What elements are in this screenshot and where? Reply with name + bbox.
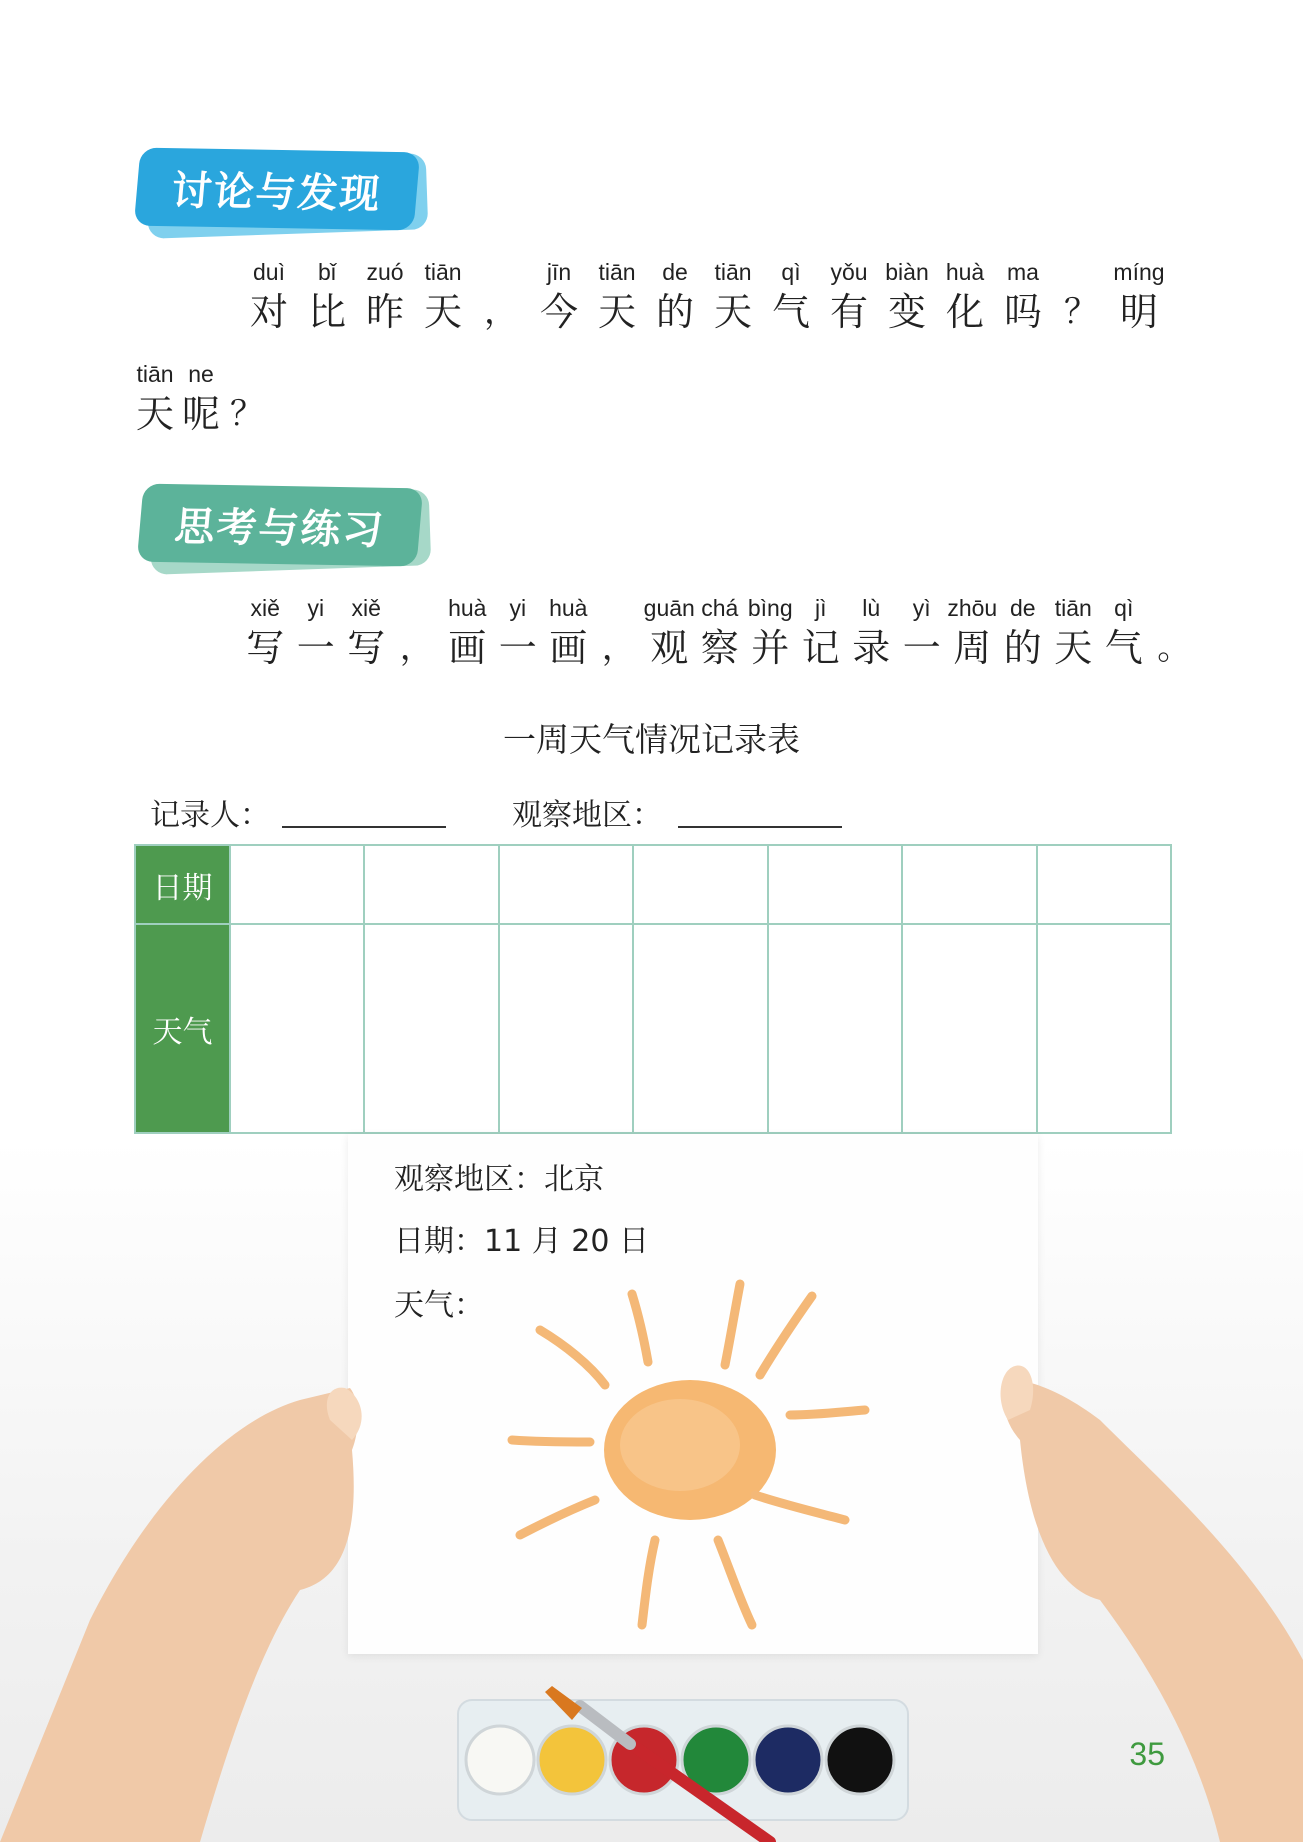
pinyin-text: huà [549, 595, 588, 621]
hanzi-text: ？ [1064, 292, 1098, 332]
hanzi-text: 的 [1003, 626, 1042, 670]
hanzi-text: 气 [1104, 626, 1143, 670]
pinyin-text: biàn [885, 259, 929, 285]
hanzi-text: 一 [296, 626, 335, 670]
paper-weather-text: 天气： [394, 1288, 484, 1323]
recorder-label: 记录人： [150, 798, 270, 833]
pinyin-text: ma [1007, 259, 1039, 285]
hanzi-text: 比 [307, 290, 346, 334]
pinyin-text: yì [912, 595, 931, 621]
pinyin-text: tiān [598, 259, 636, 285]
hanzi-text: 记 [801, 626, 840, 670]
pinyin-text: yǒu [830, 259, 868, 285]
hanzi-text: 写 [246, 626, 285, 670]
pinyin-text: zhōu [947, 595, 998, 621]
pinyin-text: tiān [714, 259, 752, 285]
hanzi-text: 观 [650, 626, 689, 670]
white-paint [466, 1726, 534, 1794]
paper-area-text: 观察地区：北京 [394, 1162, 604, 1197]
pinyin-text: tiān [424, 259, 462, 285]
pinyin-text: guān [643, 595, 695, 621]
pinyin-text: míng [1113, 259, 1165, 285]
hanzi-text: 吗 [1003, 290, 1042, 334]
area-label: 观察地区： [512, 798, 662, 833]
date-row-header: 日期 [136, 846, 229, 925]
pinyin-text: de [662, 259, 688, 285]
hanzi-text: 画 [549, 626, 588, 670]
pinyin-text: huà [945, 259, 985, 285]
hanzi-text: 一 [902, 626, 941, 670]
pinyin-text: jì [815, 595, 827, 621]
hanzi-text: ， [399, 628, 434, 668]
pinyin-text: xiě [250, 595, 280, 621]
pinyin-text: yi [307, 595, 325, 621]
left-hand [0, 1388, 358, 1842]
pinyin-text: bìng [747, 595, 793, 621]
pinyin-text: lù [862, 595, 881, 621]
blue-paint [754, 1726, 822, 1794]
hanzi-text: 天 [135, 392, 174, 436]
pinyin-text: huà [448, 595, 487, 621]
hanzi-text: 天 [1054, 626, 1093, 670]
hanzi-text: 周 [953, 626, 992, 670]
pinyin-text: ne [188, 361, 214, 387]
hanzi-text: 气 [771, 290, 810, 334]
hanzi-text: ， [601, 628, 636, 668]
pinyin-text: qì [1114, 595, 1134, 621]
pinyin-text: duì [253, 259, 285, 285]
hanzi-text: 昨 [365, 290, 404, 334]
pinyin-text: yi [509, 595, 527, 621]
hanzi-text: 明 [1119, 290, 1158, 334]
hanzi-text: 录 [852, 626, 891, 670]
section-title: 思考与练习 [172, 503, 387, 554]
hanzi-text: 天 [423, 290, 462, 334]
hanzi-text: 察 [700, 626, 739, 670]
pinyin-text: xiě [351, 595, 381, 621]
hanzi-text: 有 [829, 290, 868, 334]
hanzi-text: 的 [655, 290, 694, 334]
page-number: 35 [1129, 1736, 1165, 1772]
pinyin-text: jīn [546, 259, 572, 285]
pinyin-text: zuó [366, 259, 404, 285]
hanzi-text: 今 [539, 290, 578, 334]
hanzi-text: 。 [1157, 628, 1192, 668]
weather-row-header: 天气 [136, 925, 229, 1132]
pinyin-text: chá [701, 595, 739, 621]
hanzi-text: 天 [713, 290, 752, 334]
pinyin-text: bǐ [318, 259, 336, 285]
hanzi-text: 并 [751, 626, 790, 670]
pinyin-text: tiān [136, 361, 174, 387]
hanzi-text: 画 [448, 626, 487, 670]
pinyin-text: tiān [1054, 595, 1092, 621]
yellow-paint [538, 1726, 606, 1794]
hanzi-text: ， [484, 292, 518, 332]
hanzi-text: 化 [945, 290, 984, 334]
pinyin-text: de [1009, 595, 1036, 621]
table-title: 一周天气情况记录表 [503, 720, 800, 759]
hanzi-text: 写 [347, 626, 386, 670]
hanzi-text: ？ [230, 394, 264, 434]
black-paint [826, 1726, 894, 1794]
pinyin-text: qì [781, 259, 801, 285]
paper-date-text: 日期：11 月 20 日 [394, 1224, 649, 1259]
hanzi-text: 对 [249, 290, 288, 334]
hanzi-text: 天 [597, 290, 636, 334]
section-title: 讨论与发现 [169, 167, 384, 218]
hanzi-text: 变 [887, 290, 926, 334]
hanzi-text: 一 [498, 626, 537, 670]
hanzi-text: 呢 [181, 392, 220, 436]
